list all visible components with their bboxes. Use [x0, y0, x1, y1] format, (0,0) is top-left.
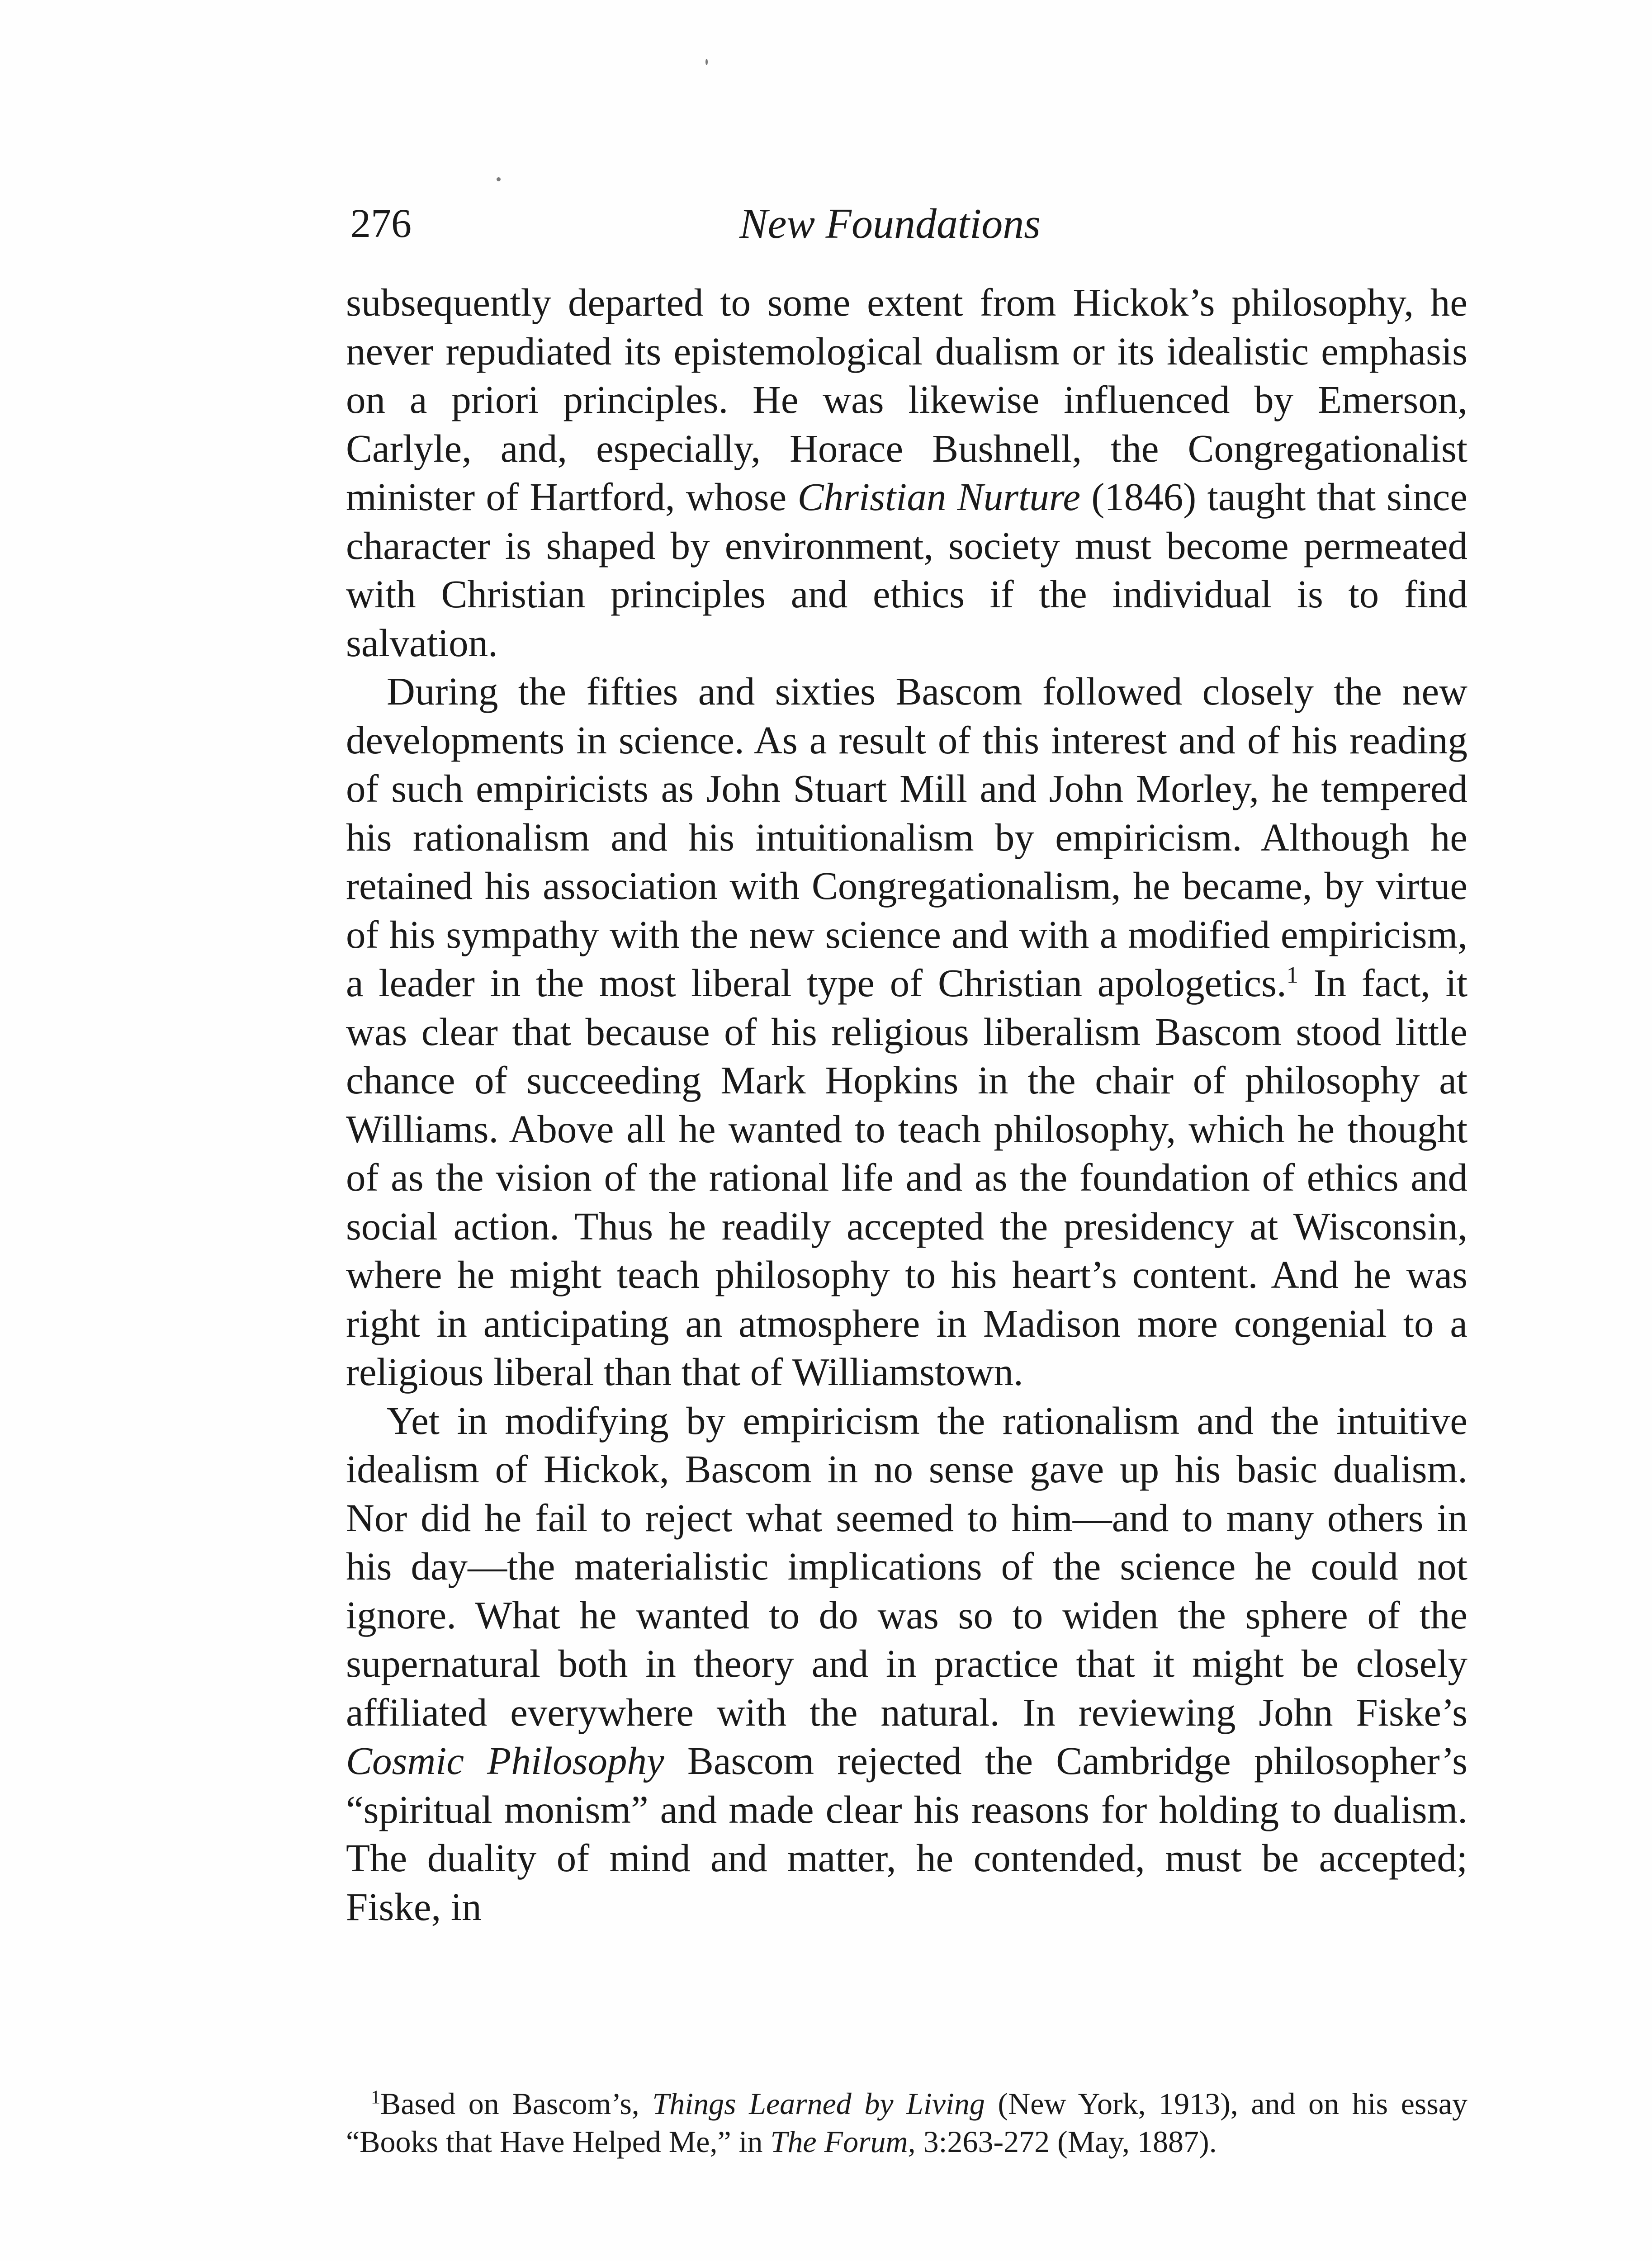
text-run: 3:263-272 (May, 1887). — [915, 2124, 1217, 2159]
text-run: During the fifties and sixties Bascom followed closely the new developments in science. As a result of this interest and of his reading of such empiricists as John Stuart Mill and John Morley, he tempered his rationalism and his intuitionalism by empiricism. Although he retained his association with Congregationalism, he became, by virtue of his sympathy with the new science and with a modified empiricism, a leader in the most liberal type of Christian apologetics. — [346, 669, 1467, 1005]
paragraph — [346, 1396, 1467, 1931]
footnote — [346, 2085, 1467, 2161]
text-run: Bascom rejected the Cambridge philosopher’s “spiritual monism” and made clear his reasons for holding to dualism. The duality of mind and matter, he contended, must be accepted; Fiske, in — [346, 1739, 1467, 1929]
book-title: Things Learned by Living — [652, 2086, 985, 2121]
journal-title: The Forum, — [770, 2124, 916, 2159]
page-header — [350, 199, 1467, 258]
book-title: Cosmic Philosophy — [346, 1739, 664, 1783]
text-run: (1846) taught that since character is shaped by environment, society must become permeated with Christian principles and ethics if the individual is to find salvation. — [346, 475, 1467, 665]
running-title: New Foundations — [739, 200, 1041, 247]
text-run: Based on Bascom’s, — [380, 2086, 653, 2121]
body-text — [346, 278, 1467, 1931]
text-run: (New York, 1913), and on his essay “Books that Have Helped Me,” in — [346, 2086, 1467, 2159]
footnote-text — [346, 2085, 1467, 2161]
paragraph — [346, 667, 1467, 1396]
print-speck — [705, 59, 708, 65]
footnote-marker: 1 — [371, 2087, 380, 2108]
paragraph — [346, 278, 1467, 667]
text-run: Yet in modifying by empiricism the rationalism and the intuitive idealism of Hickok, Bascom in no sense gave up his basic dualism. Nor did he fail to reject what seemed to him—and to many others in his day—the materialistic implications of the science he could not ignore. What he wanted to do was so to widen the sphere of the supernatural both in theory and in practice that it might be closely affiliated everywhere with the natural. In reviewing John Fiske’s — [346, 1398, 1467, 1734]
print-speck — [497, 177, 501, 181]
text-run: subsequently departed to some extent from Hickok’s philosophy, he never repudiated its epistemological dualism or its idealistic emphasis on a priori principles. He was likewise influenced by Emerson, Carlyle, and, especially, Horace Bushnell, the Congregationalist minister of Hartford, whose — [346, 280, 1467, 519]
page-number: 276 — [350, 201, 412, 246]
footnote-reference: 1 — [1286, 962, 1298, 988]
text-run: In fact, it was clear that because of his religious liberalism Bascom stood little chance of succeeding Mark Hopkins in the chair of philosophy at Williams. Above all he wanted to teach philosophy, which he thought of as the vision of the rational life and as the foundation of ethics and social action. Thus he readily accepted the presidency at Wisconsin, where he might teach philosophy to his heart’s content. And he was right in anticipating an atmosphere in Madison more congenial to a religious liberal than that of Williamstown. — [346, 961, 1467, 1394]
book-title: Christian Nurture — [797, 475, 1080, 519]
